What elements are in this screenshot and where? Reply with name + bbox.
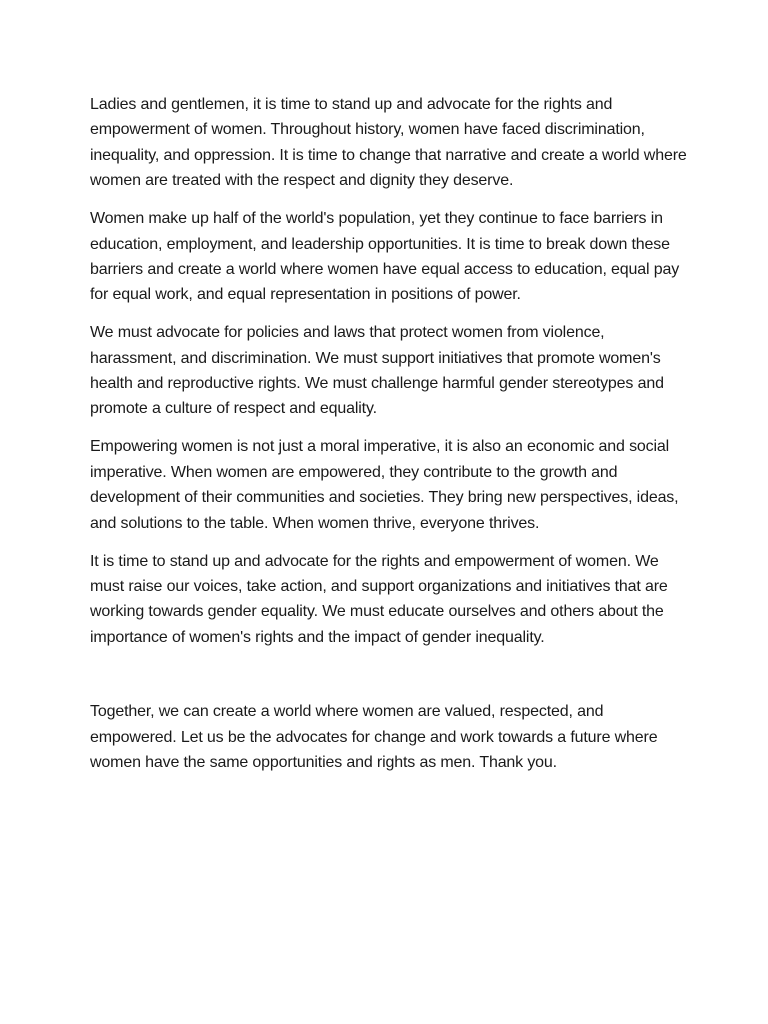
document-page	[90, 92, 690, 788]
paragraph-5: It is time to stand up and advocate for the rights and empowerment of women. We must raise our voices, take action, and support organizations and initiatives that are working towards gender equality. We must educate ourselves and others about the importance of women's rights and the impact of gender inequality.	[90, 552, 668, 646]
paragraph-2: Women make up half of the world's population, yet they continue to face barriers in education, employment, and leadership opportunities. It is time to break down these barriers and create a world where women have equal access to education, equal pay for equal work, and equal representation in positions of power.	[90, 210, 680, 304]
paragraph-6: Together, we can create a world where women are valued, respected, and empowered. Let us be the advocates for change and work towards a future where women have the same opportunities and rights as men. Thank you.	[90, 703, 658, 771]
paragraph-3: We must advocate for policies and laws that protect women from violence, harassment, and discrimination. We must support initiatives that promote women's health and reproductive rights. We must challenge harmful gender stereotypes and promote a culture of respect and equality.	[90, 324, 664, 418]
paragraph-4: Empowering women is not just a moral imperative, it is also an economic and social imperative. When women are empowered, they contribute to the growth and development of their communities and societies. They bring new perspectives, ideas, and solutions to the table. When women thrive, everyone thrives.	[90, 438, 679, 532]
paragraph-1: Ladies and gentlemen, it is time to stand up and advocate for the rights and empowerment of women. Throughout history, women have faced discrimination, inequality, and oppression. It is time to change that narrative and create a world where women are treated with the respect and dignity they deserve.	[90, 96, 687, 190]
